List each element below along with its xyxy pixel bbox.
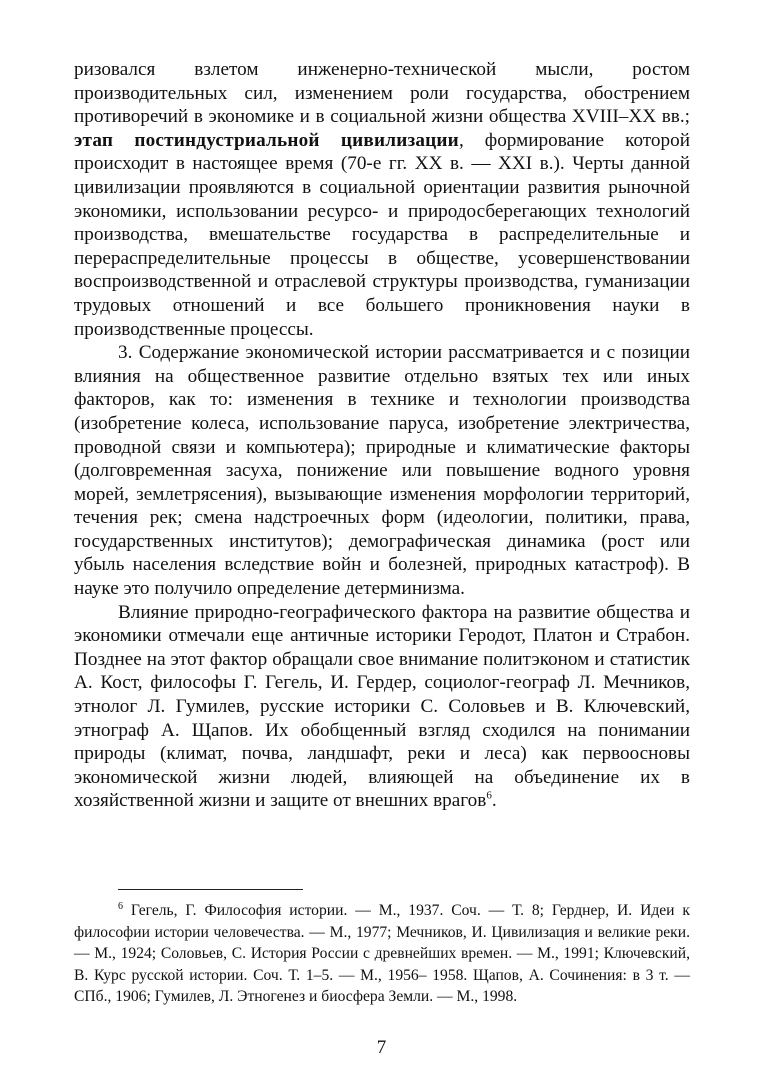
- footnote-6: [74, 900, 690, 1008]
- paragraph-3-end: .: [491, 790, 497, 812]
- footnote-reference[interactable]: 6: [486, 790, 492, 803]
- paragraph-geographic-factor: [74, 601, 690, 813]
- footnote-number: 6: [118, 900, 123, 912]
- footnote-separator: [118, 889, 303, 890]
- paragraph-1-text-before: ризовался взлетом инженерно-технической мысли, ростом производительных сил, изменением роли государства, обострением противоречий в экономике и в социальной жизни общества XVIII–XX вв.;: [74, 59, 690, 128]
- paragraph-3-text: Влияние природно-географического фактора на развитие общества и экономики отмечали еще античные историки Геродот, Платон и Страбон. Позднее на этот фактор обращали свое внимание политэконом и статистик А. Кост, философы Г. Гегель, И. Гердер, социолог-географ Л. Мечников, этнолог Л. Гумилев, русские историки С. Соловьев и В. Ключевский, этнограф А. Щапов. Их обобщенный взгляд сходился на понимании природы (климат, почва, ландшафт, реки и леса) как первоосновы экономической жизни людей, влияющей на объединение их в хозяйственной жизни и защите от внешних врагов: [74, 601, 690, 812]
- paragraph-postindustrial-stage: [74, 58, 690, 341]
- paragraph-factors: 3. Содержание экономической истории рассматривается и с позиции влияния на общественное развитие отдельно взятых тех или иных факторов, как то: изменения в технике и технологии производства (изобретение колеса, использование паруса, изобретение электричества, проводной связи и компьютера); природные и климатические факторы (долговременная засуха, понижение или повышение водного уровня морей, землетрясения), вызывающие изменения морфологии территорий, течения рек; смена надстроечных форм (идеологии, политики, права, государственных институтов); демографическая динамика (рост или убыль населения вследствие войн и болезней, природных катастроф). В науке это получило определение детерминизма.: [74, 342, 690, 600]
- footnote-text: Гегель, Г. Философия истории. — М., 1937. Соч. — Т. 8; Герднер, И. Идеи к философии истории человечества. — М., 1977; Мечников, И. Цивилизация и великие реки. — М., 1924; Соловьев, С. История России с древнейших времен. — М., 1991; Ключевский, В. Курс русской истории. Соч. Т. 1–5. — М., 1956– 1958. Щапов, А. Сочинения: в 3 т. — СПб., 1906; Гумилев, Л. Этногенез и биосфера Земли. — М., 1998.: [74, 902, 690, 1006]
- term-postindustrial-civilization: этап постиндустриальной цивилизации: [74, 129, 459, 151]
- page-number: 7: [376, 1037, 387, 1058]
- paragraph-1-text-after: , формирование которой происходит в настоящее время (70-е гг. XX в. — XXI в.). Черты данной цивилизации проявляются в социальной ориентации развития рыночной экономики, использовании ресурсо- и природосберегающих технологий производства, вмешательстве государства в распределительные и перераспределительные процессы в обществе, усовершенствовании воспроизводственной и отраслевой структуры производства, гуманизации трудовых отношений и все большего проникновения науки в производственные процессы.: [74, 129, 690, 340]
- page-body: [74, 58, 690, 813]
